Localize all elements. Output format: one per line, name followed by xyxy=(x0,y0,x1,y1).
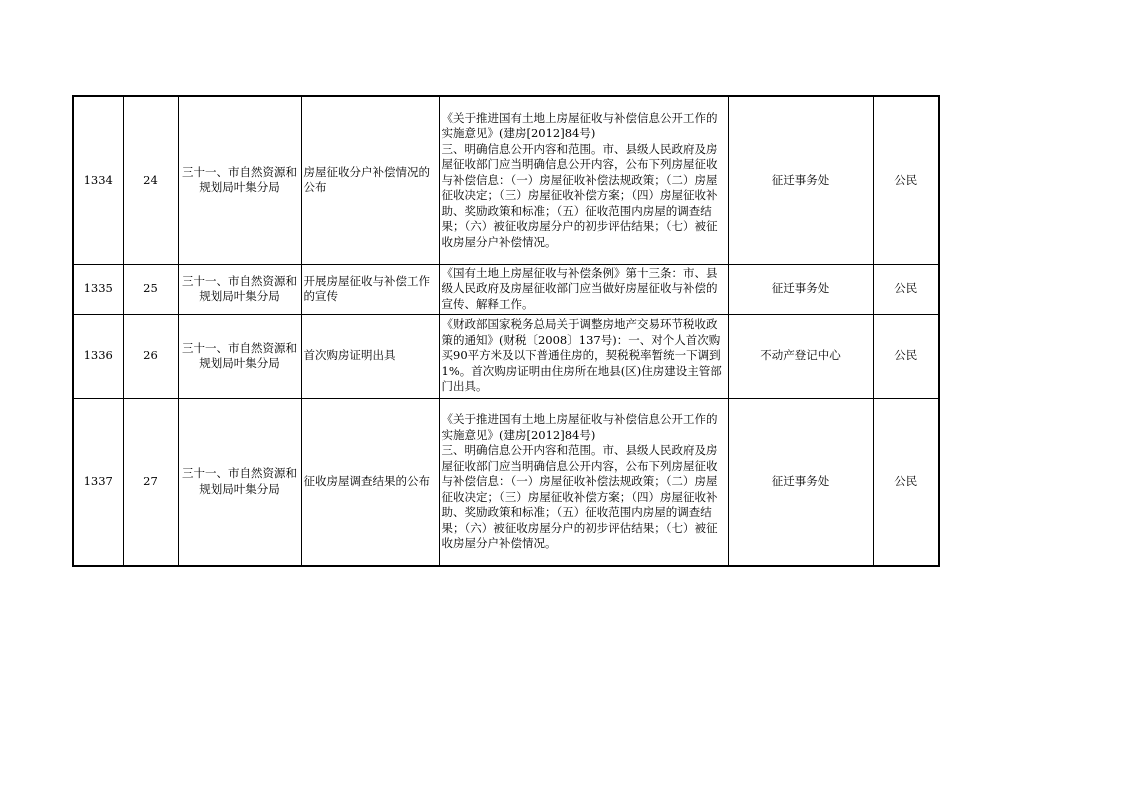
seq-cell: 1337 xyxy=(73,398,123,566)
target-cell: 公民 xyxy=(873,314,939,398)
target-cell: 公民 xyxy=(873,398,939,566)
basis-cell: 《财政部国家税务总局关于调整房地产交易环节税收政策的通知》(财税〔2008〕137号)：一、对个人首次购买90平方米及以下普通住房的，契税税率暂统一下调到1%。首次购房证明由住房所在地县(区)住房建设主管部门出具。 xyxy=(439,314,728,398)
seq-cell: 1335 xyxy=(73,264,123,314)
office-cell: 征迁事务处 xyxy=(728,398,873,566)
seq-cell: 1334 xyxy=(73,96,123,264)
department-cell: 三十一、市自然资源和规划局叶集分局 xyxy=(178,398,301,566)
sub-seq-cell: 27 xyxy=(123,398,178,566)
table-row xyxy=(73,96,939,264)
office-cell: 不动产登记中心 xyxy=(728,314,873,398)
office-cell: 征迁事务处 xyxy=(728,264,873,314)
office-cell: 征迁事务处 xyxy=(728,96,873,264)
seq-cell: 1336 xyxy=(73,314,123,398)
item-cell: 征收房屋调查结果的公布 xyxy=(301,398,439,566)
item-cell: 首次购房证明出具 xyxy=(301,314,439,398)
policy-table xyxy=(72,95,940,567)
department-cell: 三十一、市自然资源和规划局叶集分局 xyxy=(178,264,301,314)
table-row xyxy=(73,264,939,314)
table-row xyxy=(73,398,939,566)
item-cell: 房屋征收分户补偿情况的公布 xyxy=(301,96,439,264)
target-cell: 公民 xyxy=(873,96,939,264)
sub-seq-cell: 26 xyxy=(123,314,178,398)
target-cell: 公民 xyxy=(873,264,939,314)
basis-cell: 《关于推进国有土地上房屋征收与补偿信息公开工作的实施意见》(建房[2012]84号) 三、明确信息公开内容和范围。市、县级人民政府及房屋征收部门应当明确信息公开内容，公布下列房屋征收与补偿信息：（一）房屋征收补偿法规政策；（二）房屋征收决定；（三）房屋征收补偿方案；（四）房屋征收补助、奖励政策和标准；（五）征收范围内房屋的调查结果；（六）被征收房屋分户的初步评估结果；（七）被征收房屋分户补偿情况。 xyxy=(439,96,728,264)
department-cell: 三十一、市自然资源和规划局叶集分局 xyxy=(178,96,301,264)
department-cell: 三十一、市自然资源和规划局叶集分局 xyxy=(178,314,301,398)
item-cell: 开展房屋征收与补偿工作的宣传 xyxy=(301,264,439,314)
basis-cell: 《关于推进国有土地上房屋征收与补偿信息公开工作的实施意见》(建房[2012]84号) 三、明确信息公开内容和范围。市、县级人民政府及房屋征收部门应当明确信息公开内容，公布下列房屋征收与补偿信息：（一）房屋征收补偿法规政策；（二）房屋征收决定；（三）房屋征收补偿方案；（四）房屋征收补助、奖励政策和标准；（五）征收范围内房屋的调查结果；（六）被征收房屋分户的初步评估结果；（七）被征收房屋分户补偿情况。 xyxy=(439,398,728,566)
basis-cell: 《国有土地上房屋征收与补偿条例》第十三条：市、县级人民政府及房屋征收部门应当做好房屋征收与补偿的宣传、解释工作。 xyxy=(439,264,728,314)
sub-seq-cell: 25 xyxy=(123,264,178,314)
table-row xyxy=(73,314,939,398)
sub-seq-cell: 24 xyxy=(123,96,178,264)
